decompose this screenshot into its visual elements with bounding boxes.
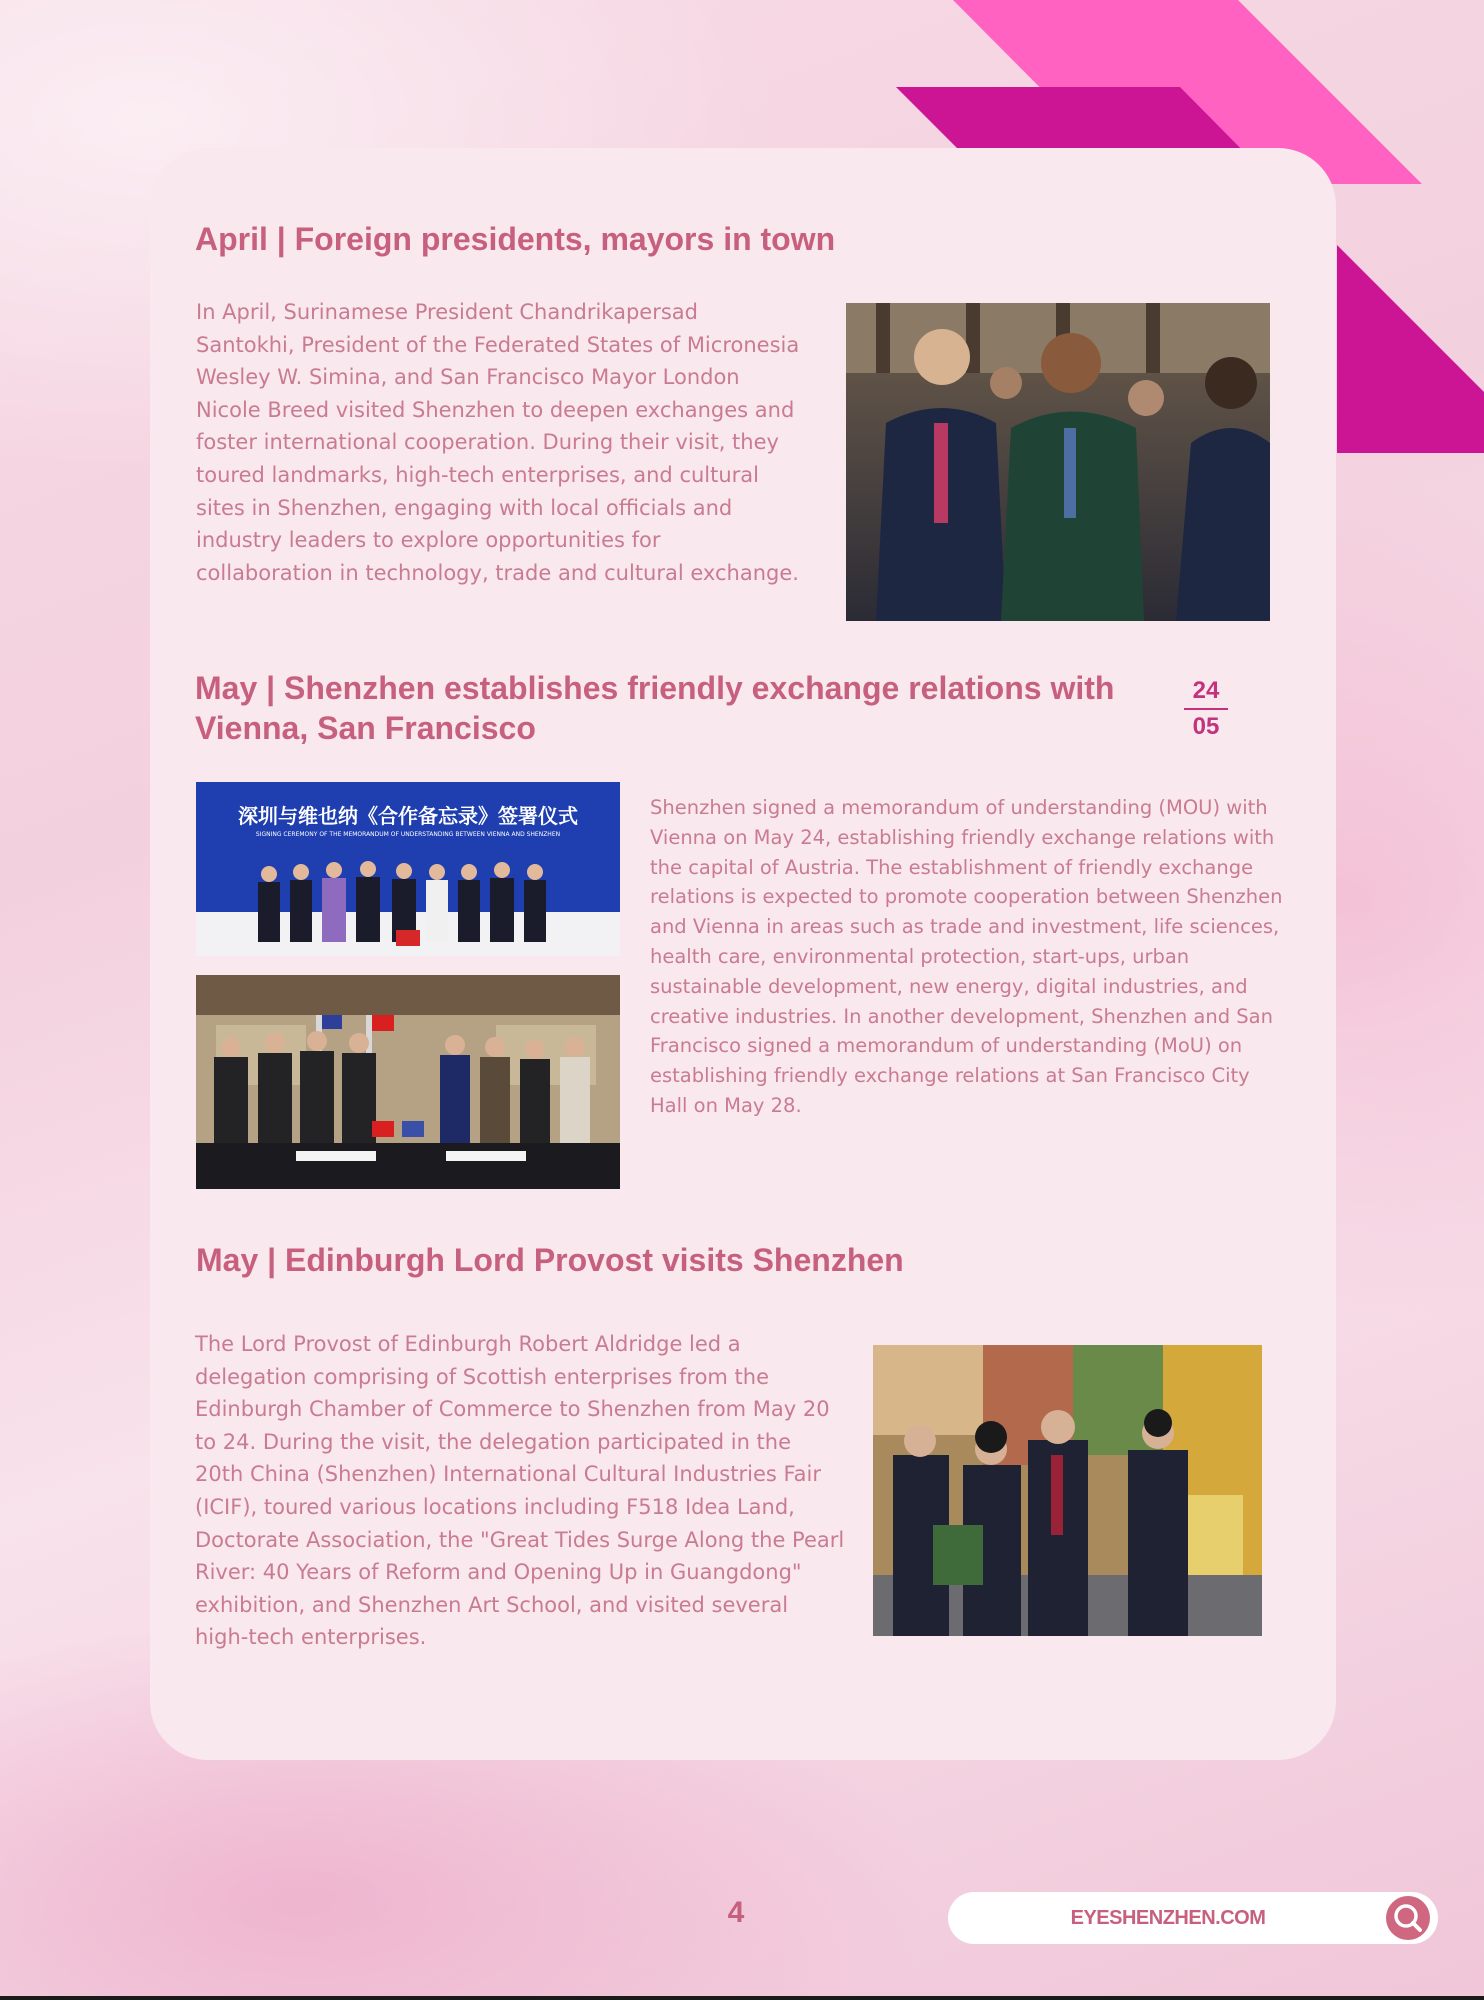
page-number: 4 <box>727 1896 745 1929</box>
search-icon[interactable] <box>1386 1896 1430 1940</box>
date-badge <box>1184 676 1228 742</box>
website-link[interactable]: EYESHENZHEN.COM <box>1070 1907 1266 1929</box>
website-search-pill[interactable] <box>948 1892 1438 1944</box>
photo-vienna-signing <box>196 782 620 956</box>
section-body-may-friendly-relations: Shenzhen signed a memorandum of understanding (MOU) with Vienna on May 24, establishing friendly exchange relations with the capital of Austria. The establishment of friendly exchange relations is expected to promote cooperation between Shenzhen and Vienna in areas such as trade and investment, life sciences, health care, environmental protection, start-ups, urban sustainable development, new energy, digital industries, and creative industries. In another development, Shenzhen and San Francisco signed a memorandum of understanding (MoU) on establishing friendly exchange relations at San Francisco City Hall on May 28. <box>650 796 1283 1117</box>
banner-subtitle: SIGNING CEREMONY OF THE MEMORANDUM OF UNDERSTANDING BETWEEN VIENNA AND SHENZHEN <box>255 831 561 838</box>
date-divider <box>1184 708 1228 710</box>
section-body-may-edinburgh: The Lord Provost of Edinburgh Robert Aldridge led a delegation comprising of Scottish enterprises from the Edinburgh Chamber of Commerce to Shenzhen from May 20 to 24. During the visit, the delegation participated in the 20th China (Shenzhen) International Cultural Industries Fair (ICIF), toured various locations including F518 Idea Land, Doctorate Association, the "Great Tides Surge Along the Pearl River: 40 Years of Reform and Opening Up in Guangdong" exhibition, and Shenzhen Art School, and visited several high-tech enterprises. <box>195 1332 845 1650</box>
date-month: 05 <box>1192 713 1220 740</box>
section-heading-may-edinburgh: May | Edinburgh Lord Provost visits Shenzhen <box>196 1242 904 1278</box>
banner-title: 深圳与维也纳《合作备忘录》签署仪式 <box>238 804 578 828</box>
bottom-border <box>0 1996 1484 2000</box>
section-body-april: In April, Surinamese President Chandrikapersad Santokhi, President of the Federated States of Micronesia Wesley W. Simina, and San Francisco Mayor London Nicole Breed visited Shenzhen to deepen exchanges and foster international cooperation. During their visit, they toured landmarks, high-tech enterprises, and cultural sites in Shenzhen, engaging with local officials and industry leaders to explore opportunities for collaboration in technology, trade and cultural exchange. <box>196 300 800 585</box>
section-heading-april: April | Foreign presidents, mayors in town <box>195 221 836 257</box>
date-day: 24 <box>1192 677 1220 704</box>
photo-san-francisco-signing <box>196 975 620 1189</box>
photo-foreign-presidents <box>846 303 1270 621</box>
photo-edinburgh-delegation <box>873 1345 1262 1636</box>
section-heading-may-friendly-relations: May | Shenzhen establishes friendly exchange relations with Vienna, San Francisco <box>195 670 1115 746</box>
